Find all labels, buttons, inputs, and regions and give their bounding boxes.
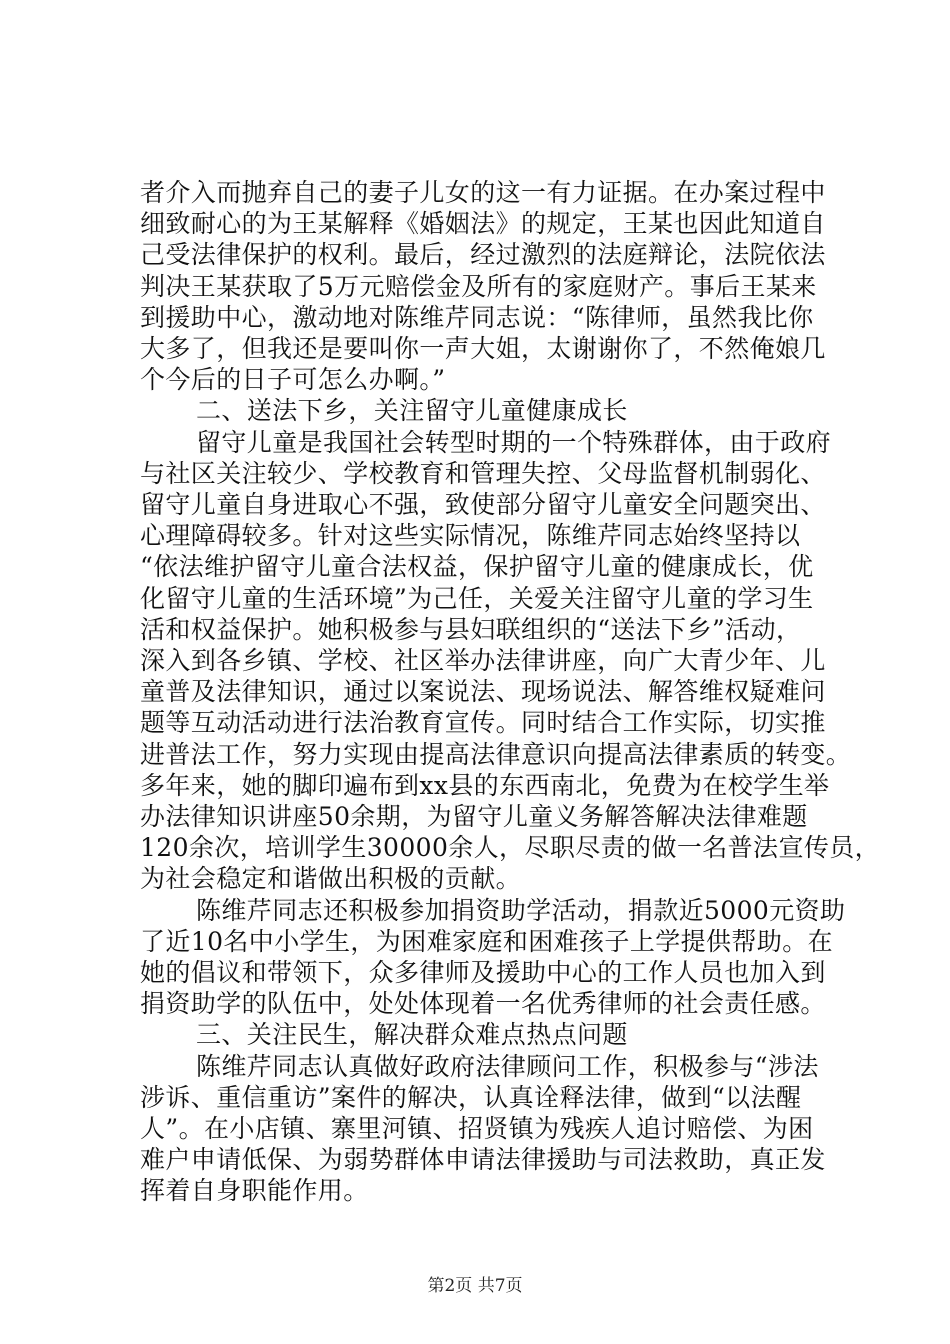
text-line: 捐资助学的队伍中，处处体现着一名优秀律师的社会责任感。 [140, 989, 826, 1019]
text-line: 判决王某获取了5万元赔偿金及所有的家庭财产。事后王某来 [140, 271, 817, 301]
text-line: 留守儿童是我国社会转型时期的一个特殊群体，由于政府 [196, 427, 832, 457]
text-line: 大多了，但我还是要叫你一声大姐，太谢谢你了，不然俺娘几 [140, 334, 826, 363]
text-line: 与社区关注较少、学校教育和管理失控、父母监督机制弱化、 [140, 458, 826, 488]
text-line: 心理障碍较多。针对这些实际情况，陈维芹同志始终坚持以 [140, 521, 801, 551]
text-line: 多年来，她的脚印遍布到xx县的东西南北，免费为在校学生举 [140, 770, 830, 800]
section-heading: 二、送法下乡，关注留守儿童健康成长 [196, 396, 628, 426]
text-line: 化留守儿童的生活环境”为己任，关爱关注留守儿童的学习生 [140, 583, 814, 613]
text-line: 难户申请低保、为弱势群体申请法律援助与司法救助，真正发 [140, 1145, 826, 1175]
text-line: “依法维护留守儿童合法权益，保护留守儿童的健康成长，优 [140, 552, 814, 582]
text-line: 题等互动活动进行法治教育宣传。同时结合工作实际，切实推 [140, 708, 826, 738]
text-line: 留守儿童自身进取心不强，致使部分留守儿童安全问题突出、 [140, 490, 826, 519]
text-line: 人”。在小店镇、寨里河镇、招贤镇为残疾人追讨赔偿、为困 [140, 1114, 814, 1143]
text-line: 挥着自身职能作用。 [140, 1176, 369, 1206]
text-line: 个今后的日子可怎么办啊。” [140, 365, 446, 395]
text-line: 办法律知识讲座50余期，为留守儿童义务解答解决法律难题 [140, 802, 808, 831]
text-line: 涉诉、重信重访”案件的解决，认真诠释法律，做到“以法醒 [140, 1082, 802, 1112]
text-line: 者介入而抛弃自己的妻子儿女的这一有力证据。在办案过程中 [140, 178, 826, 207]
page-footer: 第2页 共7页 [427, 1276, 523, 1296]
section-heading: 三、关注民生，解决群众难点热点问题 [196, 1020, 628, 1050]
text-line: 己受法律保护的权利。最后，经过激烈的法庭辩论，法院依法 [140, 240, 826, 270]
text-line: 细致耐心的为王某解释《婚姻法》的规定，王某也因此知道自 [140, 209, 826, 239]
text-line: 陈维芹同志认真做好政府法律顾问工作，积极参与“涉法 [196, 1051, 819, 1081]
text-line: 陈维芹同志还积极参加捐资助学活动，捐款近5000元资助 [196, 895, 846, 925]
text-line: 120余次，培训学生30000余人，尽职尽责的做一名普法宣传员， [140, 833, 881, 863]
text-line: 活和权益保护。她积极参与县妇联组织的“送法下乡”活动， [140, 614, 802, 644]
text-line: 童普及法律知识，通过以案说法、现场说法、解答维权疑难问 [140, 677, 826, 707]
text-line: 到援助中心，激动地对陈维芹同志说：“陈律师，虽然我比你 [140, 302, 814, 332]
text-line: 深入到各乡镇、学校、社区举办法律讲座，向广大青少年、儿 [140, 646, 826, 675]
text-line: 进普法工作，努力实现由提高法律意识向提高法律素质的转变。 [140, 739, 852, 769]
text-line: 她的倡议和带领下，众多律师及援助中心的工作人员也加入到 [140, 958, 826, 987]
text-line: 了近10名中小学生，为困难家庭和困难孩子上学提供帮助。在 [140, 926, 834, 956]
text-line: 为社会稳定和谐做出积极的贡献。 [140, 864, 522, 894]
